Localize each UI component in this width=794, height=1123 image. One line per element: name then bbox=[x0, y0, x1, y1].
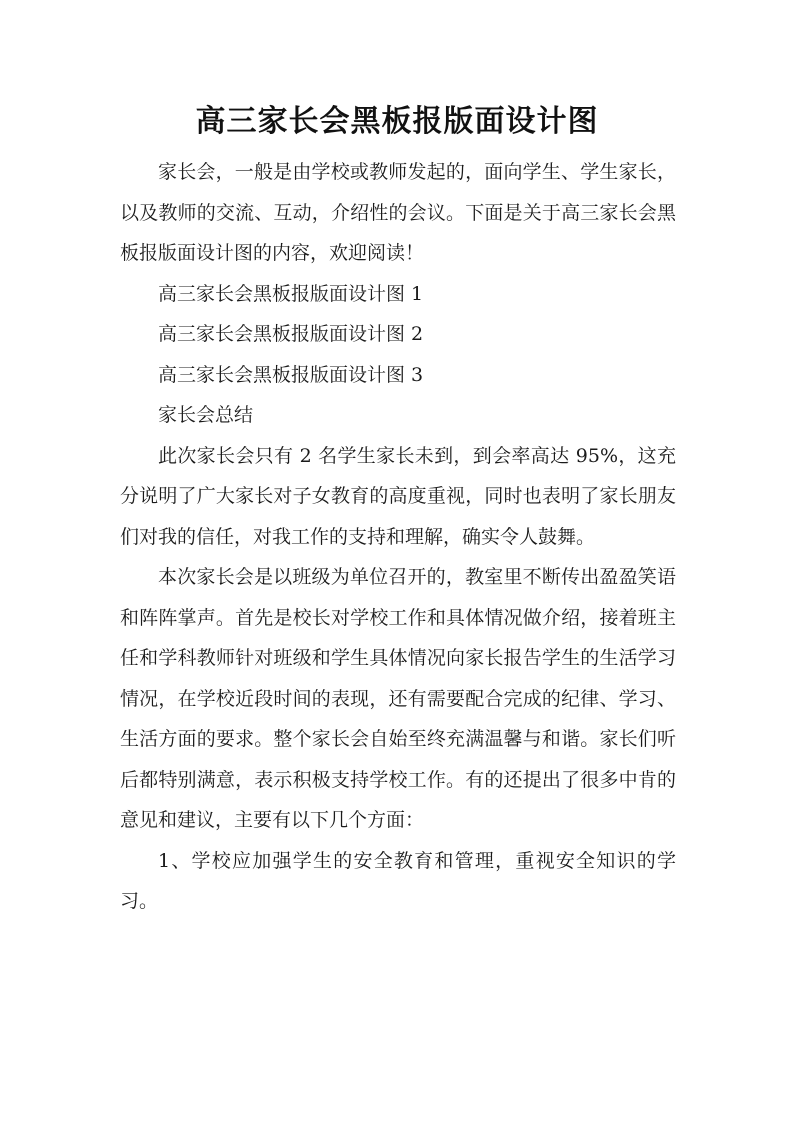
design-item-3: 高三家长会黑板报版面设计图 3 bbox=[158, 363, 424, 386]
page-title: 高三家长会黑板报版面设计图 bbox=[195, 104, 599, 139]
intro-paragraph: 家长会，一般是由学校或教师发起的，面向学生、学生家长，以及教师的交流、互动，介绍性的会议。下面是关于高三家长会黑板报版面设计图的内容，欢迎阅读！ bbox=[120, 161, 676, 264]
summary-paragraph-3: 1、学校应加强学生的安全教育和管理，重视安全知识的学习。 bbox=[120, 849, 676, 912]
summary-paragraph-2: 本次家长会是以班级为单位召开的，教室里不断传出盈盈笑语和阵阵掌声。首先是校长对学校工作和具体情况做介绍，接着班主任和学科教师针对班级和学生具体情况向家长报告学生的生活学习情况，在学校近段时间的表现，还有需要配合完成的纪律、学习、生活方面的要求。整个家长会自始至终充满温馨与和谐。家长们听后都特别满意，表示积极支持学校工作。有的还提出了很多中肯的意见和建议，主要有以下几个方面： bbox=[120, 566, 676, 831]
summary-paragraph-1: 此次家长会只有 2 名学生家长未到，到会率高达 95%，这充分说明了广大家长对子女教育的高度重视，同时也表明了家长朋友们对我的信任，对我工作的支持和理解，确实令人鼓舞。 bbox=[120, 444, 676, 548]
document-body bbox=[120, 152, 676, 922]
design-item-2: 高三家长会黑板报版面设计图 2 bbox=[158, 323, 424, 345]
design-item-1: 高三家长会黑板报版面设计图 1 bbox=[158, 282, 424, 305]
section-heading: 家长会总结 bbox=[158, 404, 254, 426]
